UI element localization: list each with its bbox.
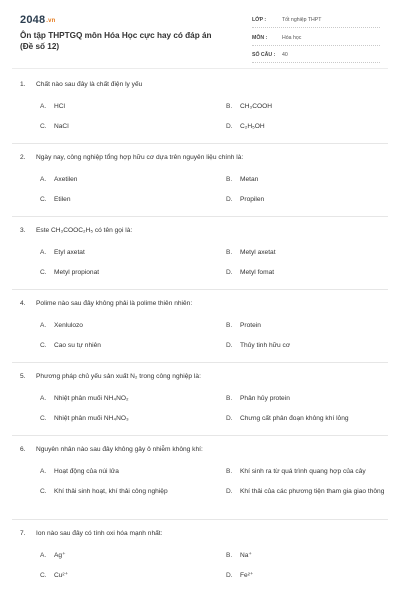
question-number: 3.	[20, 227, 26, 234]
answer-option-a[interactable]	[40, 394, 205, 403]
question-number: 4.	[20, 300, 26, 307]
answer-option-b[interactable]	[226, 467, 396, 476]
answer-option-c[interactable]	[40, 195, 205, 204]
option-letter: D.	[226, 415, 233, 422]
option-letter: D.	[226, 572, 233, 579]
question-number: 7.	[20, 530, 26, 537]
option-letter: C.	[40, 123, 47, 130]
meta-label: SỐ CÂU :	[252, 52, 276, 58]
question-text-row	[20, 153, 385, 162]
page-title: Ôn tập THPTGQ môn Hóa Học cực hay có đáp án (Đề số 12)	[20, 31, 212, 51]
answer-option-c[interactable]	[40, 341, 205, 350]
option-text: Propilen	[240, 196, 265, 203]
question-3	[20, 226, 385, 276]
option-text: Metyl axetat	[240, 249, 276, 256]
question-number: 6.	[20, 446, 26, 453]
option-letter: B.	[226, 395, 233, 402]
answer-option-d[interactable]	[226, 122, 396, 131]
meta-row-grade	[252, 13, 380, 28]
question-text-row	[20, 226, 385, 235]
answer-option-a[interactable]	[40, 248, 205, 257]
question-6	[20, 445, 385, 495]
option-text: Axetilen	[54, 176, 78, 183]
question-divider	[12, 362, 388, 363]
question-text: Phương pháp chủ yếu sản xuất N₂ trong công nghiệp là:	[36, 373, 201, 380]
option-text: Na⁺	[240, 552, 252, 559]
option-letter: A.	[40, 249, 47, 256]
meta-label: MÔN :	[252, 34, 268, 41]
option-text: CH₃COOH	[240, 103, 272, 110]
option-letter: C.	[40, 196, 47, 203]
page-header	[0, 0, 400, 64]
question-text: Ion nào sau đây có tính oxi hóa mạnh nhất:	[36, 530, 163, 537]
option-letter: B.	[226, 249, 233, 256]
question-number: 5.	[20, 373, 26, 380]
question-text-row	[20, 372, 385, 381]
answer-option-b[interactable]	[226, 394, 396, 403]
option-text: NaCl	[54, 123, 69, 130]
option-letter: D.	[226, 269, 233, 276]
answer-option-b[interactable]	[226, 102, 396, 111]
question-text: Ngày nay, công nghiệp tổng hợp hữu cơ dựa trên nguyên liệu chính là:	[36, 154, 244, 161]
answer-option-d[interactable]	[226, 341, 396, 350]
answer-option-c[interactable]	[40, 487, 205, 496]
question-text-row	[20, 299, 385, 308]
option-text: Fe²⁺	[240, 572, 254, 579]
question-divider	[12, 289, 388, 290]
option-text: Thủy tinh hữu cơ	[240, 342, 291, 349]
option-letter: B.	[226, 176, 233, 183]
option-text: Cu²⁺	[54, 572, 69, 579]
option-text: Cao su tự nhiên	[54, 342, 101, 349]
option-text: Protein	[240, 322, 261, 329]
option-letter: C.	[40, 415, 47, 422]
option-letter: A.	[40, 103, 47, 110]
question-number: 1.	[20, 81, 26, 88]
option-text: Khí sinh ra từ quá trình quang hợp của cây	[240, 468, 366, 475]
answer-option-b[interactable]	[226, 248, 396, 257]
meta-label: LỚP :	[252, 17, 267, 23]
option-text: Xenlulozo	[54, 322, 83, 329]
question-5	[20, 372, 385, 422]
question-divider	[12, 435, 388, 436]
option-text: Metyl propionat	[54, 269, 100, 276]
option-letter: C.	[40, 269, 47, 276]
question-text-row	[20, 445, 385, 454]
option-text: Khí thải sinh hoạt, khí thải công nghiệp	[54, 488, 168, 495]
question-divider	[12, 216, 388, 217]
question-divider	[12, 519, 388, 520]
question-text: Nguyên nhân nào sau đây không gây ô nhiễm không khí:	[36, 446, 203, 453]
option-letter: D.	[226, 123, 233, 130]
answer-option-d[interactable]	[226, 195, 396, 204]
option-letter: D.	[226, 196, 233, 203]
answer-option-c[interactable]	[40, 122, 205, 131]
answer-option-d[interactable]	[226, 268, 396, 277]
option-text: Metan	[240, 176, 259, 183]
option-text: Metyl fomat	[240, 269, 275, 276]
option-letter: D.	[226, 342, 233, 349]
answer-option-b[interactable]	[226, 321, 396, 330]
option-text: Phân hủy protein	[240, 395, 290, 402]
answer-option-c[interactable]	[40, 571, 205, 580]
question-text: Polime nào sau đây không phải là polime thiên nhiên:	[36, 300, 193, 307]
question-text: Este CH₃COOC₂H₅ có tên gọi là:	[36, 227, 133, 234]
meta-row-count	[252, 48, 380, 63]
question-divider	[12, 143, 388, 144]
option-letter: B.	[226, 552, 233, 559]
answer-option-b[interactable]	[226, 551, 396, 560]
answer-option-a[interactable]	[40, 467, 205, 476]
answer-option-b[interactable]	[226, 175, 396, 184]
option-text: Nhiệt phân muối NH₄NO₂	[54, 395, 129, 402]
answer-option-d[interactable]	[226, 487, 396, 496]
option-letter: B.	[226, 468, 233, 475]
option-text: Ag⁺	[54, 552, 66, 559]
question-7	[20, 529, 385, 579]
meta-row-subject	[252, 31, 380, 46]
answer-option-c[interactable]	[40, 414, 205, 423]
option-text: Etilen	[54, 196, 71, 203]
option-letter: C.	[40, 488, 47, 495]
question-2	[20, 153, 385, 203]
option-text: HCl	[54, 103, 65, 110]
option-letter: A.	[40, 322, 47, 329]
site-logo[interactable]	[20, 14, 56, 26]
meta-value: Hóa học	[282, 34, 302, 41]
option-letter: A.	[40, 176, 47, 183]
option-letter: C.	[40, 572, 47, 579]
answer-option-d[interactable]	[226, 414, 396, 423]
logo-text: 2048	[20, 14, 46, 26]
header-divider	[12, 68, 388, 69]
question-text-row	[20, 80, 385, 89]
option-letter: A.	[40, 395, 47, 402]
question-1	[20, 80, 385, 130]
option-letter: D.	[226, 488, 233, 495]
logo-suffix: .vn	[46, 18, 56, 24]
answer-option-c[interactable]	[40, 268, 205, 277]
answer-option-a[interactable]	[40, 175, 205, 184]
meta-value: 40	[282, 52, 288, 58]
meta-value: Tốt nghiệp THPT	[282, 17, 322, 23]
option-letter: B.	[226, 103, 233, 110]
question-text-row	[20, 529, 385, 538]
answer-option-a[interactable]	[40, 321, 205, 330]
exam-meta	[252, 13, 380, 66]
option-letter: C.	[40, 342, 47, 349]
option-letter: A.	[40, 552, 47, 559]
answer-option-d[interactable]	[226, 571, 396, 580]
question-text: Chất nào sau đây là chất điện ly yếu	[36, 81, 143, 88]
option-text: Hoạt động của núi lửa	[54, 468, 119, 475]
option-text: Khí thải của các phương tiện tham gia giao thông	[240, 488, 385, 495]
option-text: Nhiệt phân muối NH₄NO₃	[54, 415, 129, 422]
option-text: C₂H₅OH	[240, 123, 265, 130]
option-letter: B.	[226, 322, 233, 329]
option-text: Etyl axetat	[54, 249, 85, 256]
option-text: Chưng cất phân đoạn không khí lỏng	[240, 415, 349, 422]
answer-option-a[interactable]	[40, 551, 205, 560]
answer-option-a[interactable]	[40, 102, 205, 111]
option-letter: A.	[40, 468, 47, 475]
question-4	[20, 299, 385, 349]
question-number: 2.	[20, 154, 26, 161]
